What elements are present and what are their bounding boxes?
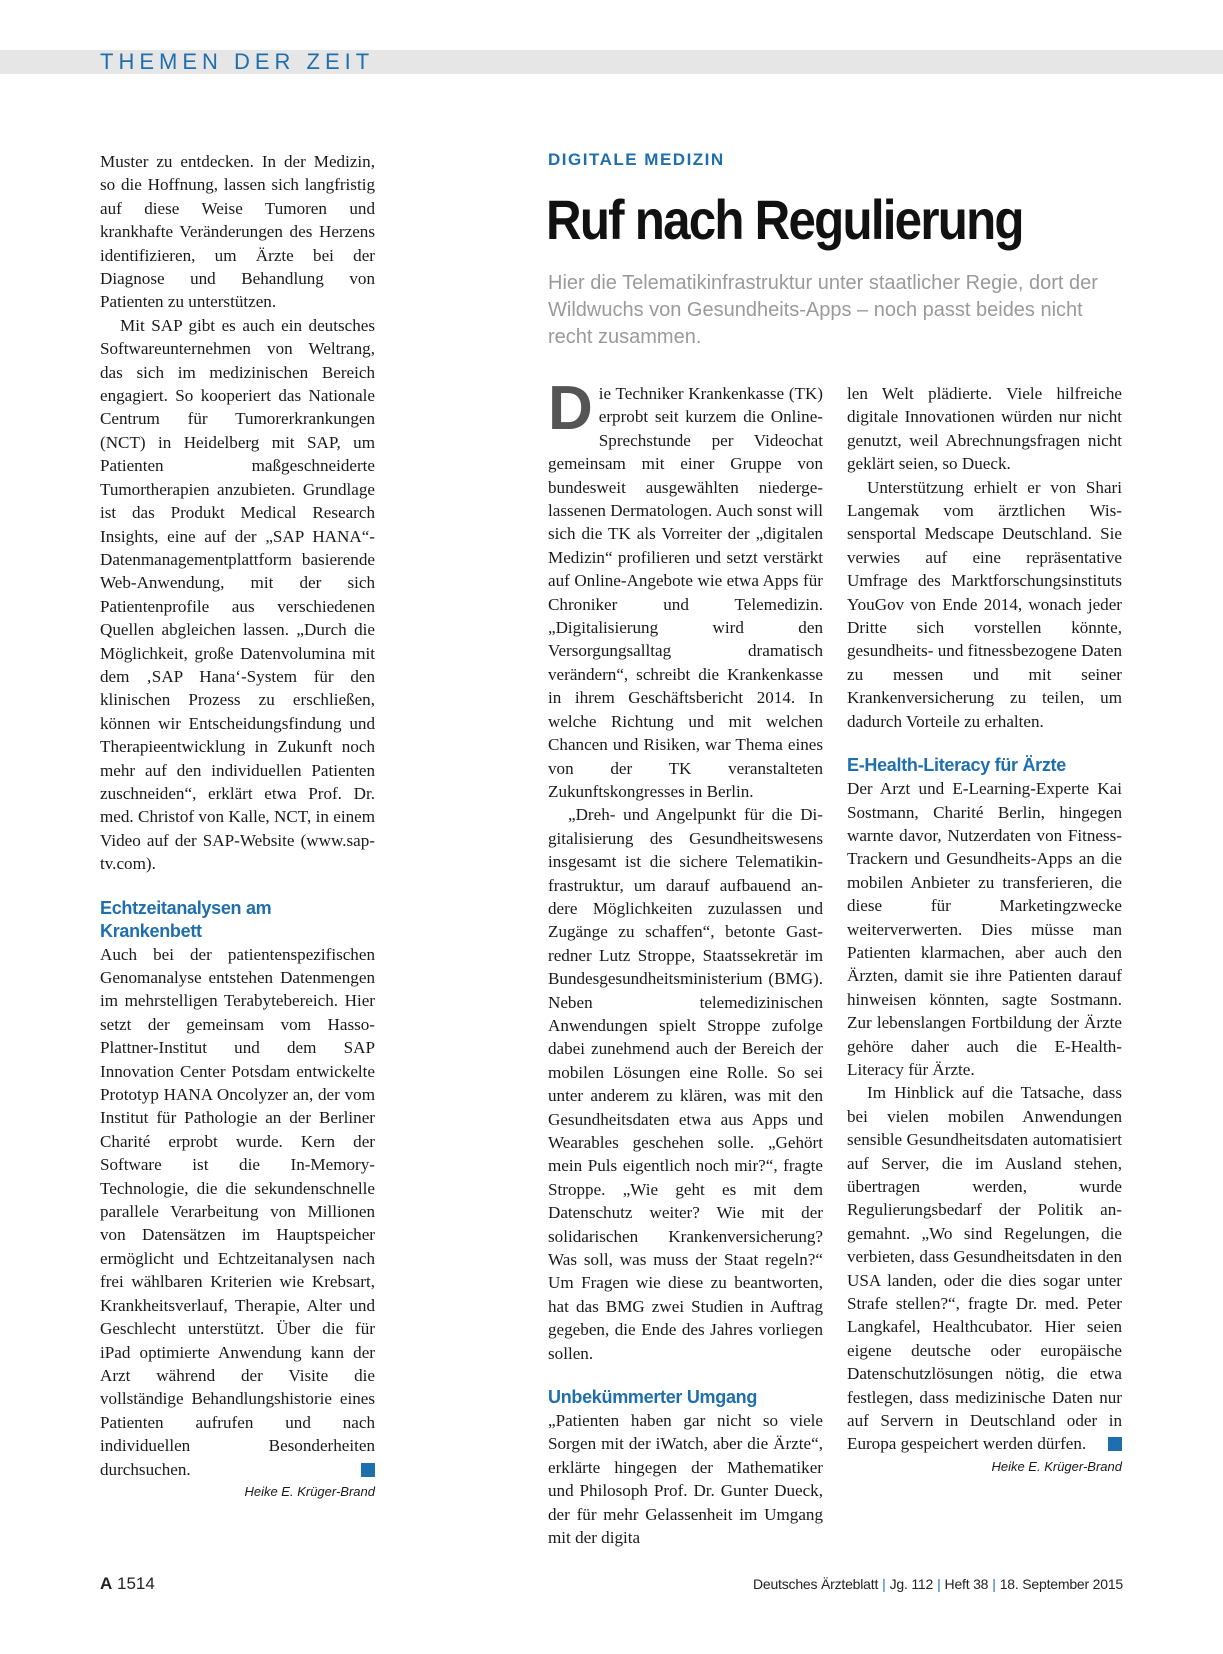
paragraph (548, 374, 823, 803)
paragraph: Muster zu entdecken. In der Medizin, so die Hoffnung, lassen sich langfristig auf diese Weise Tumoren und krankhafte Veränderungen des Herzens identifizieren, um Ärzte bei der Diagnose und Behandlung von Patienten zu unterstützen. (100, 152, 375, 312)
separator: | (992, 1576, 996, 1592)
middle-column (548, 374, 823, 1550)
article-kicker: DIGITALE MEDIZIN (548, 150, 725, 169)
article-title: Ruf nach Regulierung (546, 188, 1023, 251)
separator: | (882, 1576, 886, 1592)
paragraph: „Patienten haben gar nicht so viele Sorgen mit der iWatch, aber die Ärzte“, erklärte hingegen der Mathematiker und Philosoph Prof. Dr. Gunter Dueck, der für mehr Gelassenheit im Umgang mit der digita (548, 1411, 823, 1548)
left-column (100, 150, 375, 1503)
subheading: E-Health-Literacy für Ärzte (847, 755, 1066, 776)
footer-publication (753, 1576, 1123, 1592)
paragraph: Mit SAP gibt es auch ein deutsches Softwareunternehmen von Weltrang, das sich im medizinischen Bereich engagiert. So kooperiert das Nationale Centrum für Tumorerkrankungen (NCT) in Heidelberg mit SAP, um Patienten maßgeschneiderte Tumortherapien anzubieten. Grundlage ist das Produkt Medical Research Insights, eine auf der „SAP HANA“-Datenmanagementplattform basierende Web-Anwendung, mit der sich Patientenprofile aus verschiedenen Quellen abgleichen lassen. „Durch die Möglichkeit, große Datenvolumina mit dem ‚SAP Hana‘-System für den klinischen Prozess zu erschließen, können wir Entscheidungsfindung und Therapieentwicklung in Zukunft noch mehr auf den individuellen Patienten zuschneiden“, erklärt etwa Prof. Dr. med. Christof von Kalle, NCT, in einem Video auf der SAP-Website (www.sap-tv.com). (100, 315, 375, 874)
page-number (100, 1574, 155, 1594)
end-mark-icon (361, 1463, 375, 1477)
paragraph: Unterstützung erhielt er von Shari Langemak vom ärztlichen Wissensportal Medscape Deutschland. Sie verwies auf eine repräsentative Umfrage des Marktforschungsinstituts YouGov von Ende 2014, wonach jeder Dritte sich vorstellen könnte, gesundheits- und fitnessbezogene Daten zu messen und mit seiner Krankenversicherung zu teilen, um dadurch Vorteile zu erhalten. (847, 477, 1122, 731)
author: Heike E. Krüger-Brand (244, 1483, 375, 1499)
paragraph (100, 943, 375, 1481)
paragraph: „Dreh- und Angelpunkt für die Digitalisierung des Gesundheitswesens insgesamt ist die sichere Telematikinfrastruktur, um darauf aufbauend andere Möglichkeiten zuzulassen und Zugänge zu schaffen“, betonte Gastredner Lutz Stroppe, Staatssekretär im Bundesgesundheitsministerium (BMG). Neben telemedizinischen Anwendungen spielt Stroppe zufolge dabei zunehmend auch der Bereich der mobilen Lösungen eine Rolle. So sei unter anderem zu klären, was mit den Gesundheitsdaten etwa aus Apps und Wearables geschehen solle. „Gehört mein Puls eigentlich noch mir?“, fragte Stroppe. „Wie geht es mit dem Datenschutz weiter? Wie mit der solidarischen Krankenversicherung? Was soll, was muss der Staat regeln?“ Um Fragen wie diese zu beantworten, hat das BMG zwei Studien in Auftrag gegeben, die Ende des Jahres vorliegen sollen. (548, 805, 823, 1363)
paragraph: len Welt plädierte. Viele hilfreiche digitale Innovationen würden nur nicht genutzt, weil Abrechnungsfragen nicht geklärt seien, so Dueck. (847, 384, 1122, 474)
article-subtitle: Hier die Telematikinfrastruktur unter staatlicher Regie, dort der Wildwuchs von Gesundheits-Apps – noch passt beides nicht recht zusammen. (548, 272, 1098, 348)
page-number-value: 1514 (117, 1574, 155, 1593)
section-header: THEMEN DER ZEIT (100, 49, 375, 74)
subheading: Echtzeitanalysen am Krankenbett (100, 897, 272, 941)
paragraph-text: Auch bei der patientenspezifischen Genomanalyse entstehen Datenmengen im mehrstelligen Terabytebereich. Hier setzt der gemeinsam vom Hasso-Plattner-Institut und dem SAP Innovation Center Potsdam entwickelte Prototyp HANA Oncolyzer an, der vom Institut für Pathologie an der Berliner Charité erprobt wurde. Kern der Software ist die In-Memory-Technologie, die die sekundenschnelle parallele Verarbeitung von Millionen von Datensätzen im Hauptspeicher ermöglicht und Echtzeitanalysen nach frei wählbaren Kriterien wie Krebsart, Krankheitsverlauf, Therapie, Alter und Geschlecht unterstützt. Über die für iPad optimierte Anwendung kann der Arzt während der Visite die vollständige Behandlungshistorie eines Patienten aufrufen und nach individuellen Besonderheiten durchsuchen. (100, 944, 375, 1479)
subheading: Unbekümmerter Umgang (548, 1387, 758, 1408)
paragraph: Der Arzt und E-Learning-Experte Kai Sostmann, Charité Berlin, hingegen warnte davor, Nutzerdaten von Fitness-Trackern und Gesundheits-Apps an die mobilen Anbieter zu transferieren, die diese für Marketingzwecke weiterverwerten. Dies müsse man Patienten klarmachen, aber auch den Ärzten, damit sie ihre Patienten darauf hinweisen könnten, sagte Sostmann. Zur lebenslangen Fortbildung der Ärzte gehöre daher auch die E-Health-Literacy für Ärzte. (847, 779, 1122, 1079)
separator: | (937, 1576, 941, 1592)
end-mark-icon (1108, 1437, 1122, 1451)
right-column (847, 382, 1122, 1478)
paragraph (847, 1081, 1122, 1456)
issue: Heft 38 (944, 1576, 989, 1592)
paragraph-text: ie Techniker Krankenkasse (TK) erprobt seit kurzem die Online-Sprechstunde per Videochat gemeinsam mit einer Gruppe von bundesweit ausgewählten niedergelassenen Dermatologen. Auch sonst will sich die TK als Vorreiter der „digitalen Medizin“ profilieren und setzt verstärkt auf Online-Angebote wie etwa Apps für Chroniker und Telemedizin. „Digitalisierung wird den Versorgungsalltag dramatisch verändern“, schreibt die Krankenkasse in ihrem Geschäftsbericht 2014. In welche Richtung und mit welchen Chancen und Risiken, war Thema eines von der TK veranstalteten Zukunftskongresses in Berlin. (548, 384, 823, 801)
journal-name: Deutsches Ärzteblatt (752, 1576, 879, 1592)
publication-date: 18. September 2015 (999, 1576, 1123, 1592)
author: Heike E. Krüger-Brand (991, 1458, 1122, 1474)
drop-cap: D (548, 374, 593, 443)
volume: Jg. 112 (889, 1576, 934, 1592)
paragraph-text: Im Hinblick auf die Tatsache, dass bei vielen mobilen Anwendungen sensible Gesundheitsdaten automatisiert auf Server, die im Ausland stehen, übertragen werden, wurde Regulierungsbedarf der Politik angemahnt. „Wo sind Regelungen, die verbieten, dass Gesundheitsdaten in den USA landen, oder die dies sogar unter Strafe stellen?“, fragte Dr. med. Peter Langkafel, Healthcubator. Hier seien eigene deutsche oder europäische Datenschutzlösungen nötig, die etwa festlegen, dass medizinische Daten nur auf Servern in Deutschland oder in Europa gespeichert werden dürfen. (847, 1083, 1122, 1454)
page-prefix: A (100, 1574, 113, 1593)
